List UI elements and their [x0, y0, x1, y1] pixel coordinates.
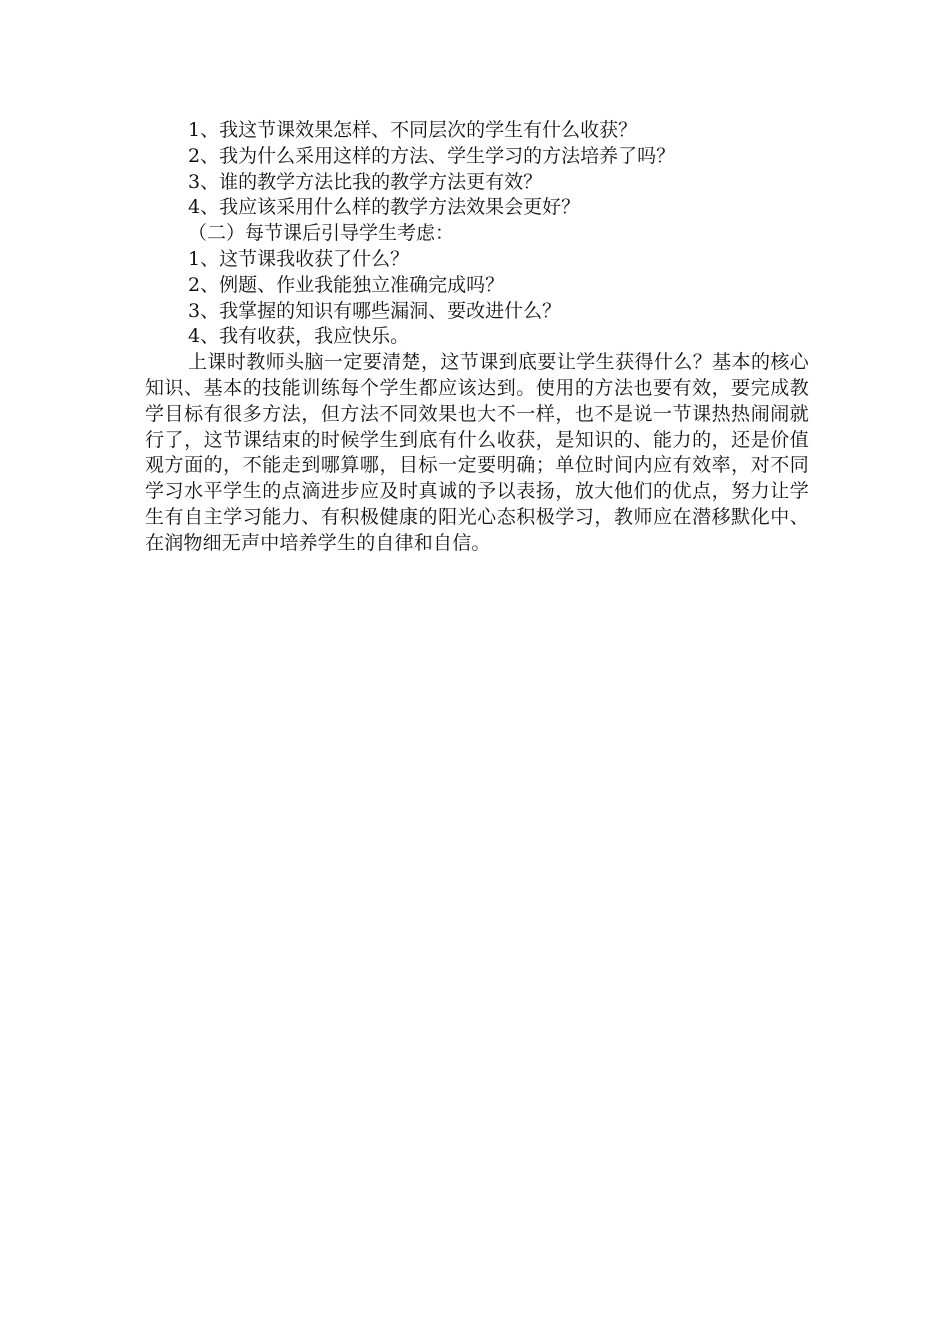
student-question-2: 2、例题、作业我能独立准确完成吗？: [188, 273, 505, 296]
teacher-question-2: 2、我为什么采用这样的方法、学生学习的方法培养了吗？: [188, 144, 676, 167]
student-question-4: 4、我有收获，我应快乐。: [188, 325, 410, 348]
teacher-question-4: 4、我应该采用什么样的教学方法效果会更好？: [188, 196, 581, 219]
student-question-3: 3、我掌握的知识有哪些漏洞、要改进什么？: [188, 299, 562, 322]
student-question-1: 1、这节课我收获了什么？: [188, 247, 410, 270]
document-body: [145, 118, 809, 557]
body-paragraph: 上课时教师头脑一定要清楚，这节课到底要让学生获得什么？基本的核心知识、基本的技能训练每个学生都应该达到。使用的方法也要有效，要完成教学目标有很多方法，但方法不同效果也大不一样，也不是说一节课热热闹闹就行了，这节课结束的时候学生到底有什么收获，是知识的、能力的，还是价值观方面的，不能走到哪算哪，目标一定要明确；单位时间内应有效率，对不同学习水平学生的点滴进步应及时真诚的予以表扬，放大他们的优点，努力让学生有自主学习能力、有积极健康的阳光心态积极学习，教师应在潜移默化中、在润物细无声中培养学生的自律和自信。: [145, 351, 809, 554]
teacher-question-1: 1、我这节课效果怎样、不同层次的学生有什么收获？: [188, 119, 638, 141]
section-heading: （二）每节课后引导学生考虑：: [188, 222, 455, 245]
teacher-question-3: 3、谁的教学方法比我的教学方法更有效？: [188, 170, 543, 193]
